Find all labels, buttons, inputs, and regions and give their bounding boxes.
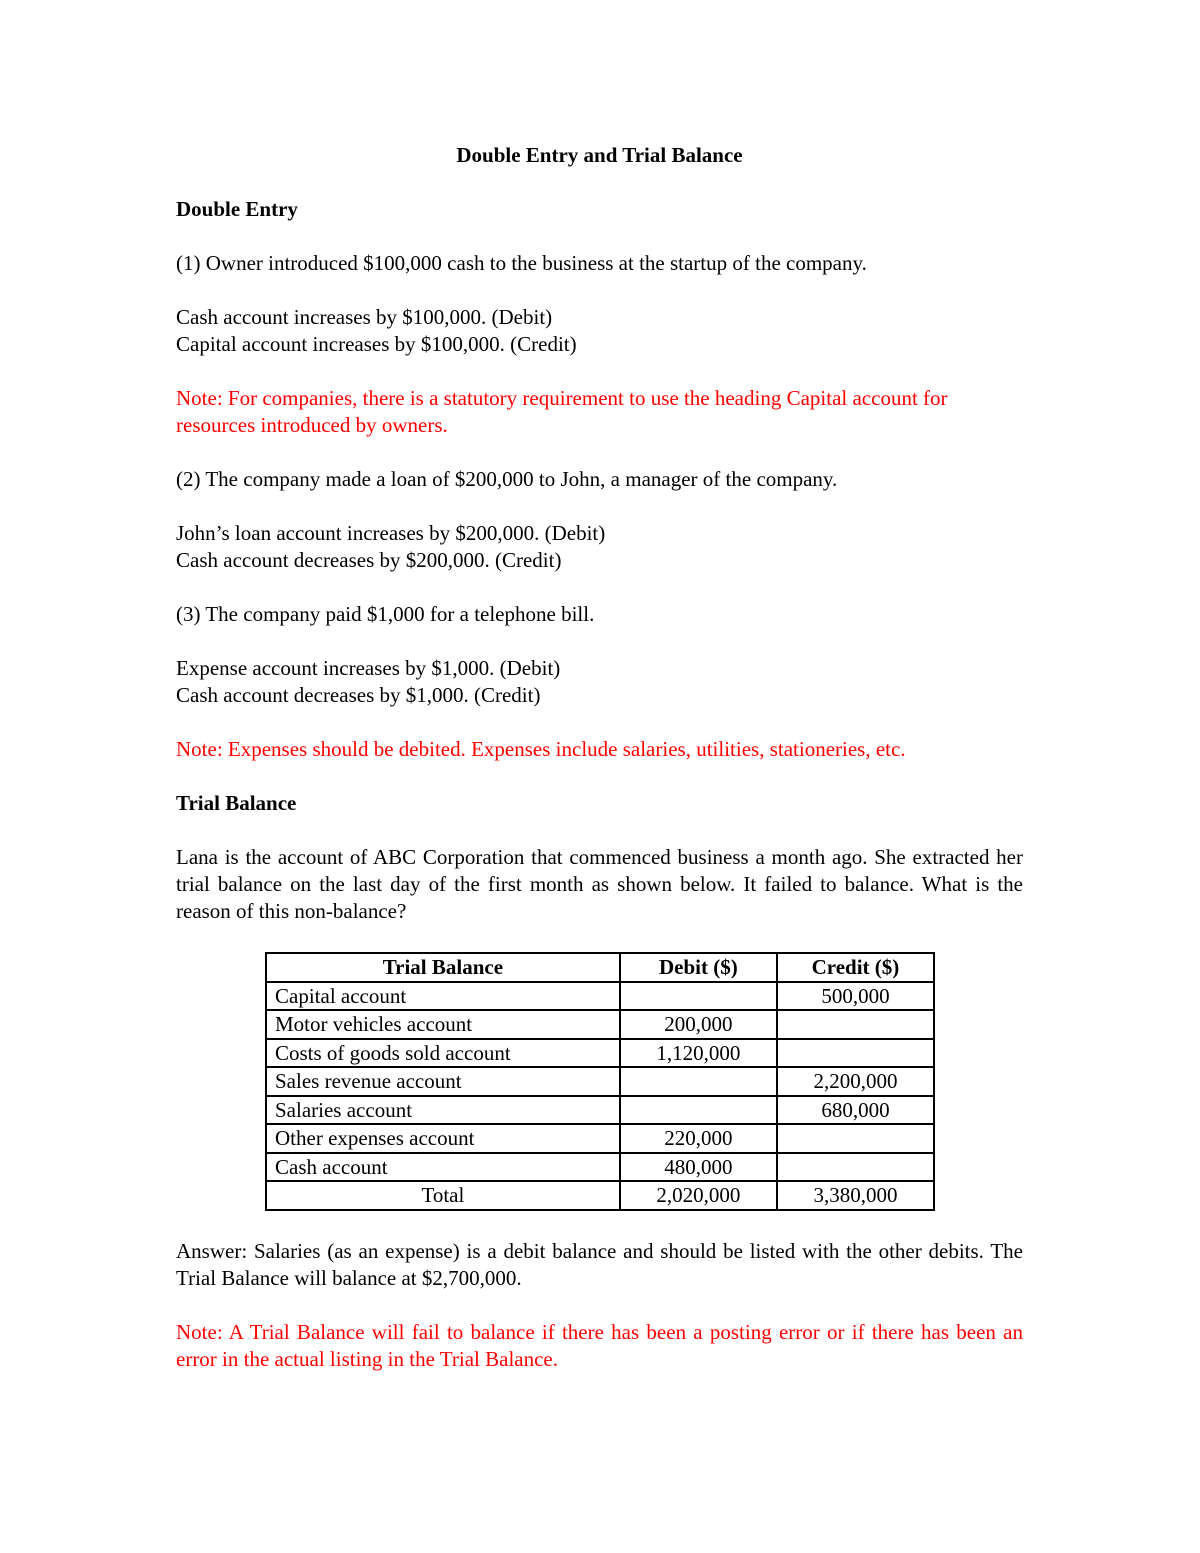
account-cell: Sales revenue account — [266, 1067, 620, 1096]
table-header-row — [266, 953, 934, 982]
account-cell: Costs of goods sold account — [266, 1039, 620, 1068]
debit-cell: 200,000 — [620, 1010, 777, 1039]
total-debit-cell: 2,020,000 — [620, 1181, 777, 1210]
total-label-cell: Total — [266, 1181, 620, 1210]
document-page — [176, 142, 1023, 1400]
page-title: Double Entry and Trial Balance — [456, 143, 743, 167]
item3-note: Note: Expenses should be debited. Expenses include salaries, utilities, stationeries, etc. — [176, 737, 906, 761]
item3-question: (3) The company paid $1,000 for a telephone bill. — [176, 602, 595, 626]
account-cell: Other expenses account — [266, 1124, 620, 1153]
debit-cell: 220,000 — [620, 1124, 777, 1153]
trial-balance-intro: Lana is the account of ABC Corporation that commenced business a month ago. She extracted her trial balance on the last day of the first month as shown below. It failed to balance. What is the reason of this non-balance? — [176, 845, 1023, 923]
account-cell: Salaries account — [266, 1096, 620, 1125]
trial-balance-note: Note: A Trial Balance will fail to balance if there has been a posting error or if there has been an error in the actual listing in the Trial Balance. — [176, 1319, 1023, 1371]
table-row — [266, 1067, 934, 1096]
account-cell: Cash account — [266, 1153, 620, 1182]
item2-credit-line: Cash account decreases by $200,000. (Credit) — [176, 548, 562, 572]
item2-question: (2) The company made a loan of $200,000 to John, a manager of the company. — [176, 467, 838, 491]
item3-entries — [176, 655, 1023, 709]
table-header-account: Trial Balance — [266, 953, 620, 982]
item1-credit-line: Capital account increases by $100,000. (Credit) — [176, 332, 577, 356]
total-credit-cell: 3,380,000 — [777, 1181, 934, 1210]
item1-question: (1) Owner introduced $100,000 cash to the business at the startup of the company. — [176, 251, 867, 275]
credit-cell — [777, 1010, 934, 1039]
item1-note: Note: For companies, there is a statutory requirement to use the heading Capital account for resources introduced by owners. — [176, 386, 948, 437]
credit-cell — [777, 1153, 934, 1182]
table-total-row — [266, 1181, 934, 1210]
table-header-debit: Debit ($) — [620, 953, 777, 982]
section-heading-double-entry: Double Entry — [176, 197, 298, 221]
debit-cell: 1,120,000 — [620, 1039, 777, 1068]
table-row — [266, 1124, 934, 1153]
debit-cell — [620, 1096, 777, 1125]
credit-cell: 500,000 — [777, 982, 934, 1011]
table-row — [266, 1153, 934, 1182]
account-cell: Capital account — [266, 982, 620, 1011]
account-cell: Motor vehicles account — [266, 1010, 620, 1039]
debit-cell: 480,000 — [620, 1153, 777, 1182]
credit-cell: 680,000 — [777, 1096, 934, 1125]
item1-debit-line: Cash account increases by $100,000. (Debit) — [176, 305, 553, 329]
credit-cell: 2,200,000 — [777, 1067, 934, 1096]
table-row — [266, 1096, 934, 1125]
table-header-credit: Credit ($) — [777, 953, 934, 982]
answer-paragraph: Answer: Salaries (as an expense) is a debit balance and should be listed with the other debits. The Trial Balance will balance at $2,700,000. — [176, 1238, 1023, 1290]
debit-cell — [620, 982, 777, 1011]
item2-debit-line: John’s loan account increases by $200,000. (Debit) — [176, 521, 606, 545]
debit-cell — [620, 1067, 777, 1096]
item3-credit-line: Cash account decreases by $1,000. (Credit) — [176, 683, 541, 707]
section-heading-trial-balance: Trial Balance — [176, 791, 297, 815]
table-row — [266, 982, 934, 1011]
item1-entries — [176, 304, 1023, 358]
item3-debit-line: Expense account increases by $1,000. (Debit) — [176, 656, 561, 680]
credit-cell — [777, 1039, 934, 1068]
item2-entries — [176, 520, 1023, 574]
trial-balance-table — [265, 952, 935, 1211]
table-row — [266, 1010, 934, 1039]
table-row — [266, 1039, 934, 1068]
credit-cell — [777, 1124, 934, 1153]
